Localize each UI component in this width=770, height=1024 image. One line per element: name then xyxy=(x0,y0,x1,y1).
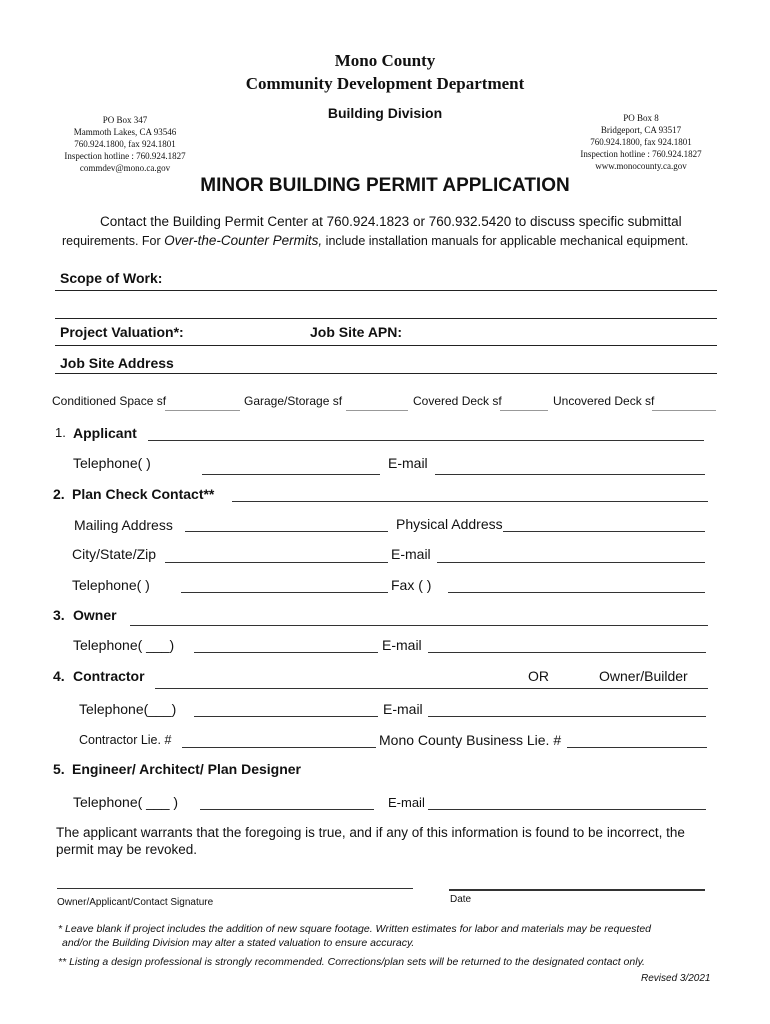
conditioned-input[interactable] xyxy=(165,410,240,411)
right-address-line: 760.924.1800, fax 924.1801 xyxy=(590,137,692,147)
plan-check-email-label: E-mail xyxy=(391,546,431,562)
applicant-telephone-input[interactable] xyxy=(202,474,380,475)
intro-text: requirements. For xyxy=(62,234,165,248)
contractor-email-label: E-mail xyxy=(383,701,423,717)
plan-check-fax-label: Fax ( ) xyxy=(391,577,432,593)
applicant-email-label: E-mail xyxy=(388,455,428,471)
left-address-line: commdev@mono.ca.gov xyxy=(79,163,171,173)
signature-label: Owner/Applicant/Contact Signature xyxy=(57,897,214,908)
warrant-line-1: The applicant warrants that the foregoing is true, and if any of this information is found to be incorrect, the xyxy=(56,825,685,840)
date-input[interactable] xyxy=(449,889,705,891)
plan-check-fax-input[interactable] xyxy=(448,592,705,593)
mailing-address-label: Mailing Address xyxy=(74,517,173,533)
plan-check-telephone-label: Telephone( ) xyxy=(72,577,150,593)
engineer-email-input[interactable] xyxy=(428,809,706,810)
revised-date: Revised 3/2021 xyxy=(641,973,711,984)
applicant-number: 1. xyxy=(55,425,66,440)
apn-label: Job Site APN: xyxy=(310,324,403,340)
intro-line-2 xyxy=(62,233,688,248)
intro-line-1: Contact the Building Permit Center at 760.924.1823 or 760.932.5420 to discuss specific submittal xyxy=(100,214,682,229)
contractor-telephone-label: Telephone(___) xyxy=(79,701,177,717)
business-license-input[interactable] xyxy=(567,747,707,748)
valuation-label: Project Valuation*: xyxy=(60,324,184,340)
applicant-input[interactable] xyxy=(148,440,704,441)
footnote-1: * Leave blank if project includes the addition of new square footage. Written estimates for labor and materials may be requested xyxy=(58,923,651,935)
intro-text-end: include installation manuals for applicable mechanical equipment. xyxy=(322,234,689,248)
valuation-line[interactable] xyxy=(55,345,717,346)
garage-label: Garage/Storage sf xyxy=(244,394,343,408)
business-license-label: Mono County Business Lie. # xyxy=(379,732,562,748)
left-address-line: 760.924.1800, fax 924.1801 xyxy=(74,139,176,149)
contractor-label: Contractor xyxy=(73,668,145,684)
physical-address-label: Physical Address xyxy=(396,516,503,532)
engineer-telephone-label: Telephone( ___ ) xyxy=(73,794,179,810)
uncovered-label: Uncovered Deck sf xyxy=(553,394,655,408)
footnote-2: ** Listing a design professional is strongly recommended. Corrections/plan sets will be returned to the designated contact only. xyxy=(58,956,645,968)
scope-line-2[interactable] xyxy=(55,318,717,319)
owner-telephone-label: Telephone( ___) xyxy=(73,637,175,653)
covered-label: Covered Deck sf xyxy=(413,394,502,408)
address-line[interactable] xyxy=(55,373,717,374)
contractor-license-input[interactable] xyxy=(182,747,376,748)
county-name: Mono County xyxy=(334,51,436,70)
owner-builder-label[interactable]: Owner/Builder xyxy=(599,668,688,684)
right-address-line: Inspection hotline : 760.924.1827 xyxy=(580,149,702,159)
contractor-or: OR xyxy=(528,668,549,684)
engineer-telephone-input[interactable] xyxy=(200,809,374,810)
covered-input[interactable] xyxy=(500,410,548,411)
right-address-line: PO Box 8 xyxy=(623,113,659,123)
department-name: Community Development Department xyxy=(245,74,525,93)
intro-italic: Over-the-Counter Permits, xyxy=(164,233,323,248)
contractor-license-label: Contractor Lie. # xyxy=(79,733,172,747)
contractor-input[interactable] xyxy=(155,688,708,689)
applicant-telephone-label: Telephone( ) xyxy=(73,455,151,471)
contractor-telephone-input[interactable] xyxy=(194,716,378,717)
left-address-line: Inspection hotline : 760.924.1827 xyxy=(64,151,186,161)
plan-check-number: 2. xyxy=(53,486,65,502)
city-state-zip-label: City/State/Zip xyxy=(72,546,157,562)
left-address-line: Mammoth Lakes, CA 93546 xyxy=(73,127,177,137)
engineer-number: 5. xyxy=(53,761,65,777)
contractor-email-input[interactable] xyxy=(428,716,706,717)
owner-telephone-input[interactable] xyxy=(194,652,378,653)
owner-number: 3. xyxy=(53,607,65,623)
applicant-email-input[interactable] xyxy=(435,474,705,475)
right-address-line: Bridgeport, CA 93517 xyxy=(600,125,682,135)
date-label: Date xyxy=(450,894,472,905)
footnote-1-cont: and/or the Building Division may alter a stated valuation to ensure accuracy. xyxy=(62,937,415,949)
physical-address-input[interactable] xyxy=(503,531,705,532)
division-name: Building Division xyxy=(327,105,443,121)
form-title: MINOR BUILDING PERMIT APPLICATION xyxy=(200,175,570,196)
owner-email-input[interactable] xyxy=(428,652,706,653)
applicant-label: Applicant xyxy=(73,425,137,441)
left-address-line: PO Box 347 xyxy=(102,115,148,125)
engineer-label: Engineer/ Architect/ Plan Designer xyxy=(72,761,301,777)
owner-email-label: E-mail xyxy=(382,637,422,653)
plan-check-label: Plan Check Contact** xyxy=(72,486,215,502)
plan-check-input[interactable] xyxy=(232,501,708,502)
scope-label: Scope of Work: xyxy=(60,270,163,286)
left-address-block xyxy=(55,114,195,174)
signature-input[interactable] xyxy=(57,888,413,889)
city-state-zip-input[interactable] xyxy=(165,562,388,563)
right-address-line: www.monocounty.ca.gov xyxy=(595,161,687,171)
address-label: Job Site Address xyxy=(60,355,174,371)
right-address-block xyxy=(570,112,712,172)
plan-check-email-input[interactable] xyxy=(437,562,705,563)
scope-line[interactable] xyxy=(55,290,717,291)
garage-input[interactable] xyxy=(346,410,408,411)
warrant-line-2: permit may be revoked. xyxy=(56,842,198,857)
contractor-number: 4. xyxy=(53,668,65,684)
owner-input[interactable] xyxy=(130,625,708,626)
plan-check-telephone-input[interactable] xyxy=(181,592,388,593)
conditioned-label: Conditioned Space sf xyxy=(52,394,167,408)
owner-label: Owner xyxy=(73,607,117,623)
engineer-email-label: E-mail xyxy=(388,795,425,810)
uncovered-input[interactable] xyxy=(652,410,716,411)
mailing-address-input[interactable] xyxy=(185,531,388,532)
